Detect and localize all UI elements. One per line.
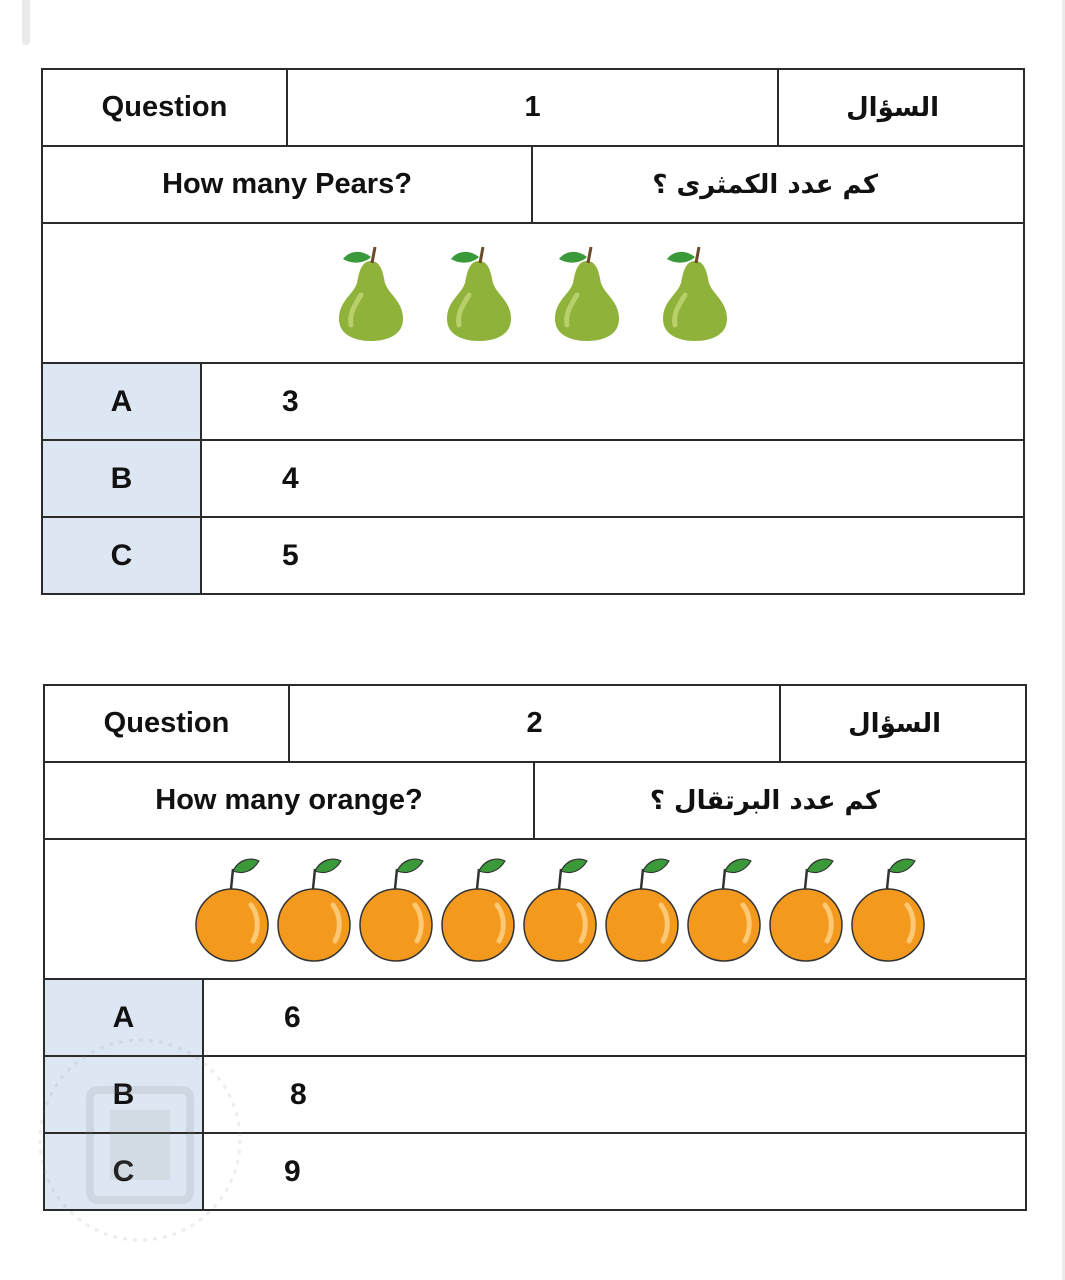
option-b-value[interactable] (203, 1056, 1026, 1133)
orange-row (45, 855, 1025, 963)
question-1-table (41, 68, 1025, 595)
option-b-value[interactable] (201, 440, 1024, 517)
orange-icon (275, 855, 353, 963)
question-picture (42, 223, 1024, 363)
question-number: 1 (287, 69, 778, 146)
question-number: 2 (289, 685, 780, 762)
option-a-value[interactable] (203, 979, 1026, 1056)
orange-icon (603, 855, 681, 963)
orange-icon (357, 855, 435, 963)
orange-icon (767, 855, 845, 963)
option-a-value[interactable] (201, 363, 1024, 440)
option-a-text: 3 (282, 384, 299, 418)
question-label: Question (44, 685, 289, 762)
option-c-letter: C (42, 517, 201, 594)
question-label-arabic: السؤال (780, 685, 1026, 762)
question-2-table (43, 684, 1027, 1211)
option-a-text: 6 (284, 1000, 301, 1034)
option-c-value[interactable] (203, 1133, 1026, 1210)
question-label-arabic: السؤال (778, 69, 1024, 146)
page-edge-mark (22, 0, 30, 45)
option-b-letter: B (42, 440, 201, 517)
pear-icon (325, 243, 417, 343)
orange-icon (849, 855, 927, 963)
pear-icon (433, 243, 525, 343)
question-picture (44, 839, 1026, 979)
orange-icon (193, 855, 271, 963)
question-prompt-arabic: كم عدد الكمثرى ؟ (532, 146, 1024, 223)
pear-icon (541, 243, 633, 343)
orange-icon (685, 855, 763, 963)
option-c-text: 5 (282, 538, 299, 572)
option-b-text: 4 (282, 461, 299, 495)
option-c-value[interactable] (201, 517, 1024, 594)
question-prompt-english: How many Pears? (42, 146, 532, 223)
question-prompt-english: How many orange? (44, 762, 534, 839)
option-a-letter: A (42, 363, 201, 440)
option-c-letter: C (44, 1133, 203, 1210)
orange-icon (521, 855, 599, 963)
option-b-letter: B (44, 1056, 203, 1133)
option-a-letter: A (44, 979, 203, 1056)
question-label: Question (42, 69, 287, 146)
question-prompt-arabic: كم عدد البرتقال ؟ (534, 762, 1026, 839)
orange-icon (439, 855, 517, 963)
option-b-text: 8 (290, 1077, 307, 1111)
option-c-text: 9 (284, 1154, 301, 1188)
pear-icon (649, 243, 741, 343)
pear-row (43, 243, 1023, 343)
